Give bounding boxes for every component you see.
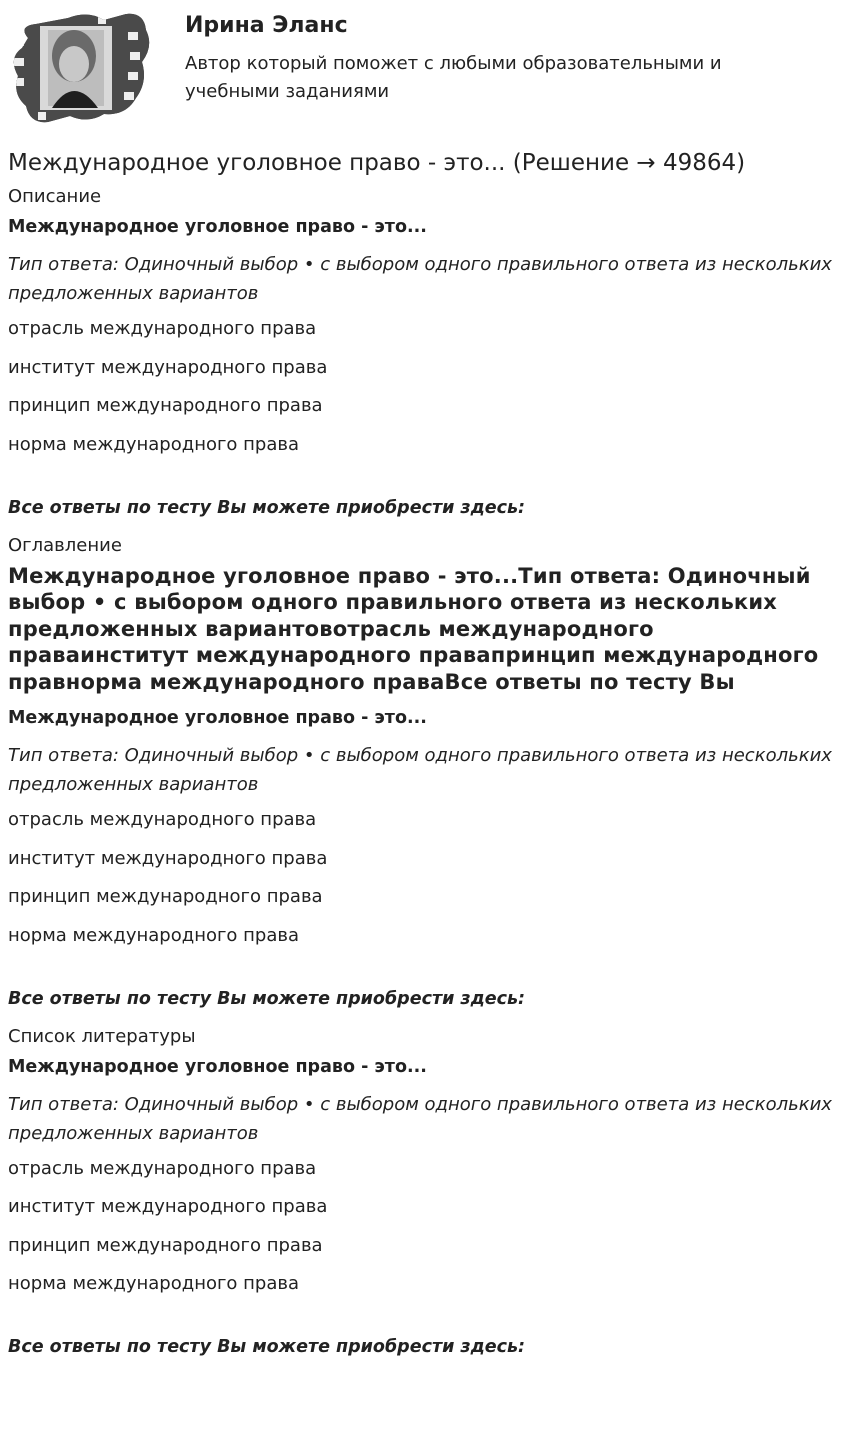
literature-section — [8, 1024, 840, 1361]
answer-option: отрасль международного права — [8, 318, 317, 339]
author-description: Автор который поможет с любыми образовательными и учебными заданиями — [185, 53, 722, 102]
author-name[interactable]: Ирина Эланс — [185, 13, 348, 38]
main-content — [8, 147, 840, 1372]
author-header — [0, 0, 847, 140]
question-type: Тип ответа: Одиночный выбор • с выбором одного правильного ответа из нескольких предложенных вариантов — [8, 254, 832, 304]
question-title: Международное уголовное право - это... — [8, 217, 427, 237]
answer-option: принцип международного права — [8, 395, 323, 416]
answer-option: отрасль международного права — [8, 1157, 317, 1179]
section-label-toc: Оглавление — [8, 534, 122, 556]
toc-heading: Международное уголовное право - это...Тип ответа: Одиночный выбор • с выбором одного правильного ответа из нескольких предложенных вариантовотрасль международного праваинститут международного правапринцип международного правнорма международного праваВсе ответы по тесту Вы — [8, 563, 819, 694]
answer-option: норма международного права — [8, 1273, 300, 1294]
answer-option: отрасль международного права — [8, 809, 317, 830]
answer-option: норма международного права — [8, 924, 300, 946]
section-label-description: Описание — [8, 186, 102, 207]
answer-option: институт международного права — [8, 356, 328, 378]
answer-option: норма международного права — [8, 433, 300, 455]
question-title: Международное уголовное право - это... — [8, 708, 427, 728]
question-type: Тип ответа: Одиночный выбор • с выбором одного правильного ответа из нескольких предложенных вариантов — [8, 745, 832, 795]
buy-answers-link[interactable]: Все ответы по тесту Вы можете приобрести здесь: — [8, 1337, 526, 1357]
buy-answers-link[interactable]: Все ответы по тесту Вы можете приобрести здесь: — [8, 497, 526, 518]
question-type: Тип ответа: Одиночный выбор • с выбором одного правильного ответа из нескольких предложенных вариантов — [8, 1093, 832, 1144]
buy-answers-link[interactable]: Все ответы по тесту Вы можете приобрести здесь: — [8, 988, 526, 1009]
answer-option: институт международного права — [8, 847, 328, 869]
page-title: Международное уголовное право - это... (Решение → 49864) — [8, 150, 746, 176]
section-label-literature: Список литературы — [8, 1025, 196, 1047]
toc-section — [8, 533, 840, 1012]
answer-option: институт международного права — [8, 1196, 328, 1217]
author-avatar[interactable] — [8, 8, 150, 126]
question-title: Международное уголовное право - это... — [8, 1056, 427, 1077]
answer-option: принцип международного права — [8, 1234, 323, 1256]
description-section — [8, 184, 840, 521]
answer-option: принцип международного права — [8, 886, 323, 907]
